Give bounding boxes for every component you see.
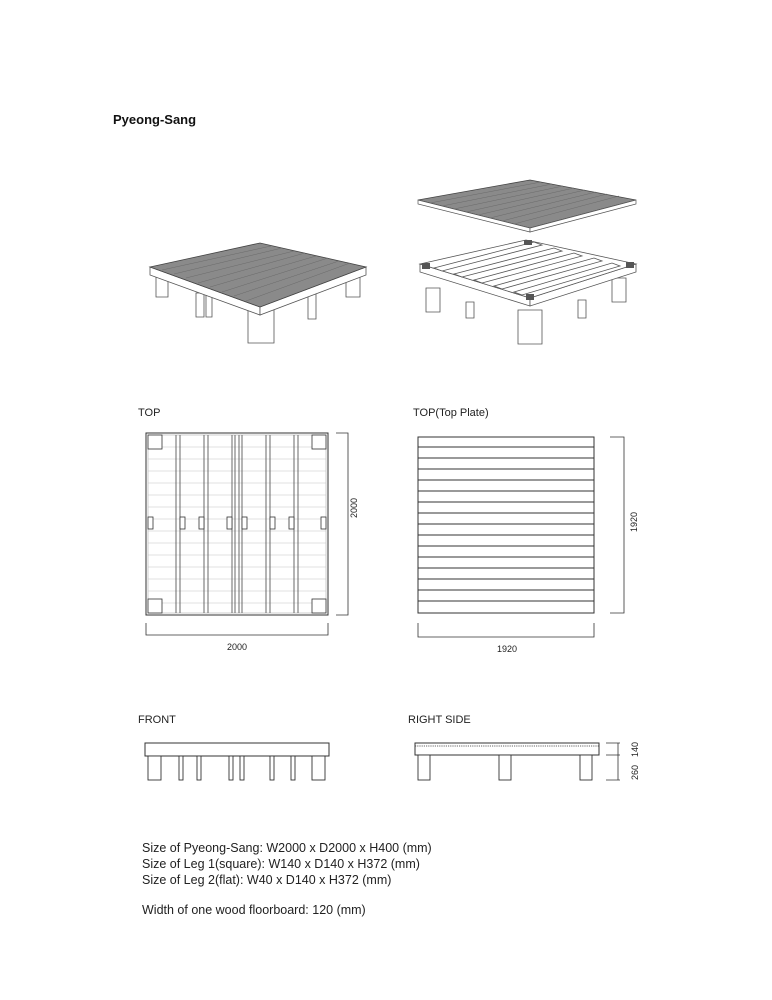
right-side-view-drawing bbox=[410, 736, 640, 788]
top-view-width-dimension: 2000 bbox=[227, 642, 248, 652]
right-side-view-label: RIGHT SIDE bbox=[408, 714, 471, 726]
isometric-exploded-view bbox=[414, 178, 642, 348]
right-side-upper-dimension: 140 bbox=[630, 741, 640, 757]
top-plate-width-dimension: 1920 bbox=[497, 644, 518, 654]
top-view-drawing bbox=[140, 425, 370, 655]
spec-floorboard-width: Width of one wood floorboard: 120 (mm) bbox=[142, 903, 366, 917]
top-plate-view-drawing bbox=[410, 425, 640, 655]
top-view-label: TOP bbox=[138, 407, 161, 419]
spec-leg-1-size: Size of Leg 1(square): W140 x D140 x H372 (mm) bbox=[142, 857, 420, 871]
front-view-drawing bbox=[140, 738, 340, 788]
specification-text bbox=[142, 840, 432, 918]
isometric-assembled-view bbox=[140, 235, 380, 350]
top-plate-view-label: TOP(Top Plate) bbox=[413, 407, 489, 419]
top-plate-depth-dimension: 1920 bbox=[629, 511, 639, 532]
spec-overall-size: Size of Pyeong-Sang: W2000 x D2000 x H400 (mm) bbox=[142, 841, 432, 855]
right-side-lower-dimension: 260 bbox=[630, 764, 640, 780]
front-view-label: FRONT bbox=[138, 714, 176, 726]
page-title: Pyeong-Sang bbox=[113, 112, 197, 127]
spec-leg-2-size: Size of Leg 2(flat): W40 x D140 x H372 (mm) bbox=[142, 873, 392, 887]
top-view-depth-dimension: 2000 bbox=[349, 497, 359, 518]
